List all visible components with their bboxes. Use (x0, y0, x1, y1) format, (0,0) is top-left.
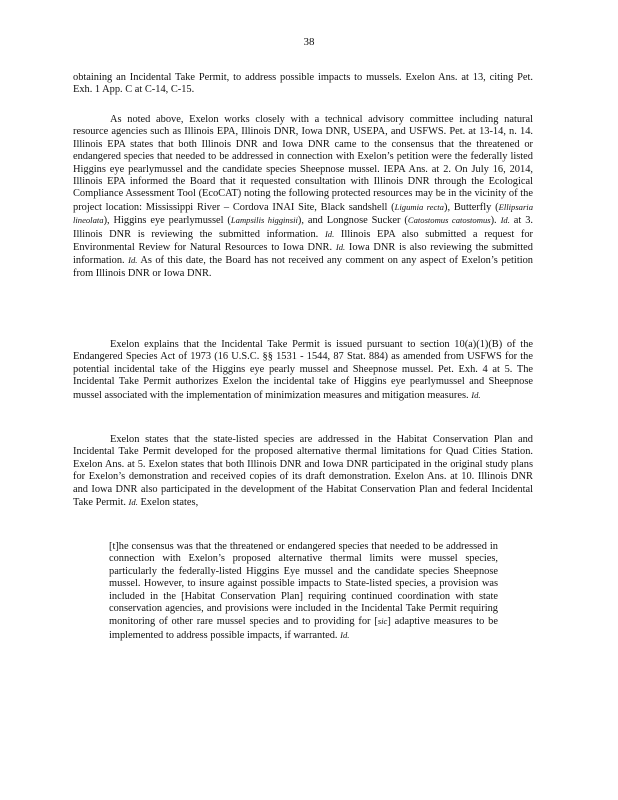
sic-marker: sic (377, 616, 388, 627)
citation-id: Id. (128, 255, 138, 266)
paragraph-2-text-i: As of this date, the Board has not received any comment on any aspect of Exelon’s petition from Illinois DNR or Iowa DNR. (73, 255, 533, 279)
species-name: Ellipsaria lineolata (73, 201, 533, 226)
paragraph-2-text-d: ), and Longnose Sucker ( (297, 215, 408, 227)
paragraph-2-text-b: ), Butterfly ( (443, 201, 499, 213)
species-name: Catostomus catostomus (407, 215, 491, 226)
paragraph-2-text-a: As noted above, Exelon works closely with a technical advisory committee including natural resource agencies such as Illinois EPA, Illinois DNR, Iowa DNR, USEPA, and USFWS. Pet. at 13-14, n. 14. Illinois EPA states that both Illinois DNR and Iowa DNR came to the consensus that the threatened or endangered species that needed to be addressed in connection with Exelon’s petition were the federally listed Higgins eye pearlymussel and the candidate species Sheepnose mussel. IEPA Ans. at 2. On July 16, 2014, Illinois EPA informed the Board that it requested consultation with Illinois DNR through the Ecological Compliance Assessment Tool (EcoCAT) noting the following protected resources may be in the vicinity of the project location: Mississippi River – Cordova INAI Site, Black sandshell ( (73, 114, 533, 213)
paragraph-4-text-a: Exelon states that the state-listed species are addressed in the Habitat Conservation Plan and Incidental Take Permit developed for the proposed alternative thermal limitations for Quad Cities Station. Exelon Ans. at 5. Exelon states that both Illinois DNR and Iowa DNR participated in the original study plans for Exelon’s demonstration and received copies of its draft demonstration. Exelon Ans. at 10. Illinois DNR and Iowa DNR also participated in the development of the Habitat Conservation Plan and federal Incidental Take Permit. (73, 434, 533, 509)
paragraph-2 (73, 114, 533, 280)
paragraph-1-text: obtaining an Incidental Take Permit, to address possible impacts to mussels. Exelon Ans. at 13, citing Pet. Exh. 1 App. C at C-14, C-15. (73, 72, 533, 96)
citation-id: Id. (340, 629, 350, 640)
page-number: 38 (303, 36, 315, 48)
paragraph-2-text-f: at 3. Illinois DNR is reviewing the submitted information. (73, 215, 533, 240)
citation-id: Id. (471, 389, 481, 400)
citation-id: Id. (324, 228, 335, 239)
paragraph-2-text-c: ), Higgins eye pearlymussel ( (103, 215, 231, 227)
block-quote-text-b: ] adaptive measures to be implemented to address possible impacts, if warranted. (109, 616, 498, 641)
paragraph-4-text-b: Exelon states, (137, 497, 199, 509)
species-name: Ligumia recta (394, 201, 444, 212)
paragraph-2-text-e: ). (490, 215, 501, 227)
block-quote-text-a: [t]he consensus was that the threatened or endangered species that needed to be addressed in connection with Exelon’s proposed alternative thermal limits were mussel species, particularly the federally-listed Higgins Eye mussel and the candidate species Sheepnose mussel. However, to insure against possible impacts to State-listed species, a provision was included in the [Habitat Conservation Plan] requiring continued coordination with state conservation agencies, and provisions were included in the Incidental Take Permit requiring monitoring of other rare mussel species and to providing for [ (109, 541, 498, 628)
citation-id: Id. (128, 497, 138, 508)
paragraph-3 (73, 339, 533, 402)
block-quote (109, 541, 498, 642)
citation-id: Id. (335, 242, 346, 253)
paragraph-4 (73, 434, 533, 509)
paragraph-3-text-a: Exelon explains that the Incidental Take Permit is issued pursuant to section 10(a)(1)(B) of the Endangered Species Act of 1973 (16 U.S.C. §§ 1531 - 1544, 87 Stat. 884) as amended from USFWS for the potential incidental take of the Higgins eye pearly mussel and Sheepnose mussel. Pet. Exh. 4 at 5. The Incidental Take Permit authorizes Exelon the incidental take of Higgins eye pearlymussel and Sheepnose mussel associated with the implementation of minimization measures and mitigation measures. (73, 339, 533, 401)
species-name: Lampsilis higginsii (230, 215, 298, 226)
citation-id: Id. (500, 215, 510, 226)
paragraph-1 (73, 72, 533, 97)
paragraph-2-text-h: Iowa DNR is also reviewing the submitted information. (73, 242, 533, 267)
paragraph-2-text-g: Illinois EPA also submitted a request for Environmental Review for Natural Resources to Iowa DNR. (73, 228, 533, 254)
